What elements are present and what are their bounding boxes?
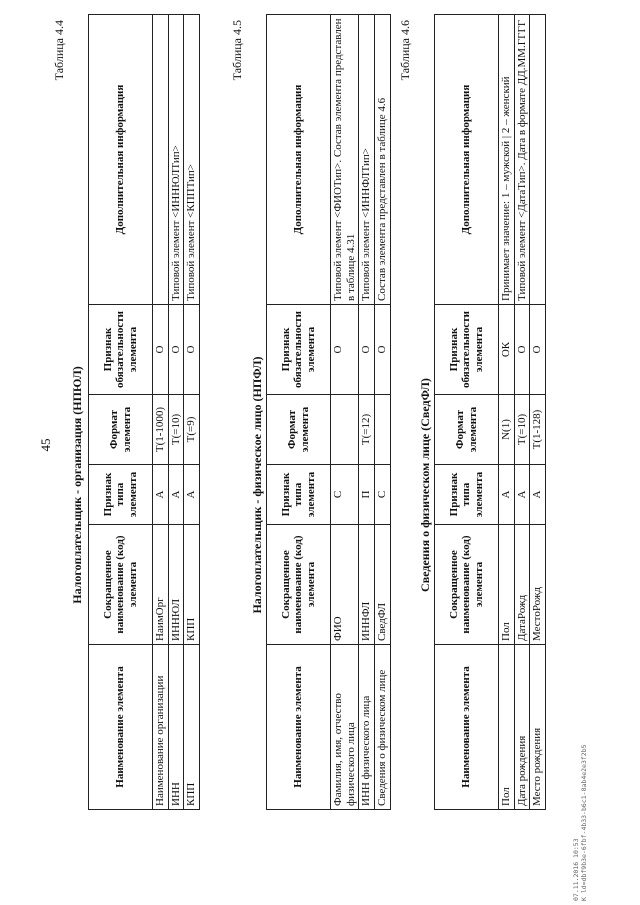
header-cell: Дополнительная информация: [89, 15, 153, 305]
cell-info: Типовой элемент <ДатаТип>. Дата в формате ДД.ММ.ГГГГ: [514, 15, 530, 305]
header-cell: Сокращенное наименование (код) элемента: [89, 525, 153, 645]
table-row: [359, 15, 375, 810]
cell-info: Типовой элемент <КППТип>: [184, 15, 200, 305]
stamp-line: 07.11.2016 10:53: [572, 838, 580, 901]
document-stamp: [572, 744, 589, 901]
table-row: [374, 15, 390, 810]
header-cell: Сокращенное наименование (код) элемента: [435, 525, 499, 645]
cell-code: МестоРожд: [530, 525, 546, 645]
cell-required: О: [374, 305, 390, 395]
header-cell: Наименование элемента: [267, 645, 331, 810]
header-cell: Формат элемента: [435, 395, 499, 465]
table-title: Сведения о физическом лице (СведФЛ): [418, 378, 432, 592]
table-header-row: [267, 15, 331, 810]
cell-required: О: [530, 305, 546, 395]
cell-type: С: [374, 465, 390, 525]
page-number: 45: [38, 438, 53, 452]
header-cell: Признак обязательности элемента: [267, 305, 331, 395]
table-title: Налогоплательщик - физическое лицо (НПФЛ): [250, 356, 264, 614]
header-cell: Наименование элемента: [89, 645, 153, 810]
stamp-line: К ld=dbf9b3e-6fbf-4b33-b6c1-8ab4e2e3f2b5: [580, 744, 589, 901]
cell-required: О: [359, 305, 375, 395]
table-header-row: [435, 15, 499, 810]
cell-code: КПП: [184, 525, 200, 645]
table-label: Таблица 4.5: [230, 20, 244, 81]
cell-type: А: [514, 465, 530, 525]
header-cell: Признак обязательности элемента: [435, 305, 499, 395]
cell-code: ИННФЛ: [359, 525, 375, 645]
table-row: [499, 15, 515, 810]
header-cell: Признак типа элемента: [89, 465, 153, 525]
header-cell: Наименование элемента: [435, 645, 499, 810]
cell-required: О: [514, 305, 530, 395]
cell-name: Сведения о физическом лице: [374, 645, 390, 810]
table-row: [530, 15, 546, 810]
cell-code: Пол: [499, 525, 515, 645]
cell-type: А: [530, 465, 546, 525]
cell-format: N(1): [499, 395, 515, 465]
cell-format: T(=10): [514, 395, 530, 465]
cell-info: Принимает значение: 1 – мужской | 2 – женский: [499, 15, 515, 305]
header-cell: Сокращенное наименование (код) элемента: [267, 525, 331, 645]
table-label: Таблица 4.4: [52, 20, 66, 81]
cell-type: А: [184, 465, 200, 525]
cell-required: О: [153, 305, 169, 395]
cell-info: Типовой элемент <ФИОТип>. Состав элемента представлен в таблице 4.31: [331, 15, 359, 305]
cell-name: Дата рождения: [514, 645, 530, 810]
cell-type: А: [168, 465, 184, 525]
cell-info: Типовой элемент <ИННЮЛТип>: [168, 15, 184, 305]
cell-required: О: [184, 305, 200, 395]
table-row: [184, 15, 200, 810]
cell-name: Наименование организации: [153, 645, 169, 810]
cell-required: О: [331, 305, 359, 395]
header-cell: Формат элемента: [267, 395, 331, 465]
header-cell: Признак обязательности элемента: [89, 305, 153, 395]
table-title: Налогоплательщик - организация (НПЮЛ): [70, 366, 84, 604]
cell-required: ОК: [499, 305, 515, 395]
cell-name: Место рождения: [530, 645, 546, 810]
cell-format: T(1-1000): [153, 395, 169, 465]
header-cell: Дополнительная информация: [435, 15, 499, 305]
table-label: Таблица 4.6: [398, 20, 412, 81]
cell-name: Пол: [499, 645, 515, 810]
table-row: [168, 15, 184, 810]
cell-type: П: [359, 465, 375, 525]
cell-code: НаимОрг: [153, 525, 169, 645]
header-cell: Признак типа элемента: [435, 465, 499, 525]
header-cell: Дополнительная информация: [267, 15, 331, 305]
cell-info: [153, 15, 169, 305]
cell-required: О: [168, 305, 184, 395]
cell-format: T(1-128): [530, 395, 546, 465]
cell-code: ДатаРожд: [514, 525, 530, 645]
cell-format: T(=9): [184, 395, 200, 465]
cell-code: ФИО: [331, 525, 359, 645]
table-npul: [88, 14, 200, 810]
cell-type: А: [153, 465, 169, 525]
cell-info: [530, 15, 546, 305]
cell-name: ИНН физического лица: [359, 645, 375, 810]
cell-format: [374, 395, 390, 465]
cell-format: [331, 395, 359, 465]
table-header-row: [89, 15, 153, 810]
header-cell: Признак типа элемента: [267, 465, 331, 525]
cell-type: С: [331, 465, 359, 525]
cell-code: СведФЛ: [374, 525, 390, 645]
cell-info: Состав элемента представлен в таблице 4.6: [374, 15, 390, 305]
header-cell: Формат элемента: [89, 395, 153, 465]
cell-format: T(=12): [359, 395, 375, 465]
cell-type: А: [499, 465, 515, 525]
table-row: [514, 15, 530, 810]
cell-name: ИНН: [168, 645, 184, 810]
cell-info: Типовой элемент <ИННФЛТип>: [359, 15, 375, 305]
table-row: [331, 15, 359, 810]
cell-name: Фамилия, имя, отчество физического лица: [331, 645, 359, 810]
cell-name: КПП: [184, 645, 200, 810]
cell-format: T(=10): [168, 395, 184, 465]
table-npfl: [266, 14, 391, 810]
table-svedfl: [434, 14, 546, 810]
cell-code: ИННЮЛ: [168, 525, 184, 645]
table-row: [153, 15, 169, 810]
